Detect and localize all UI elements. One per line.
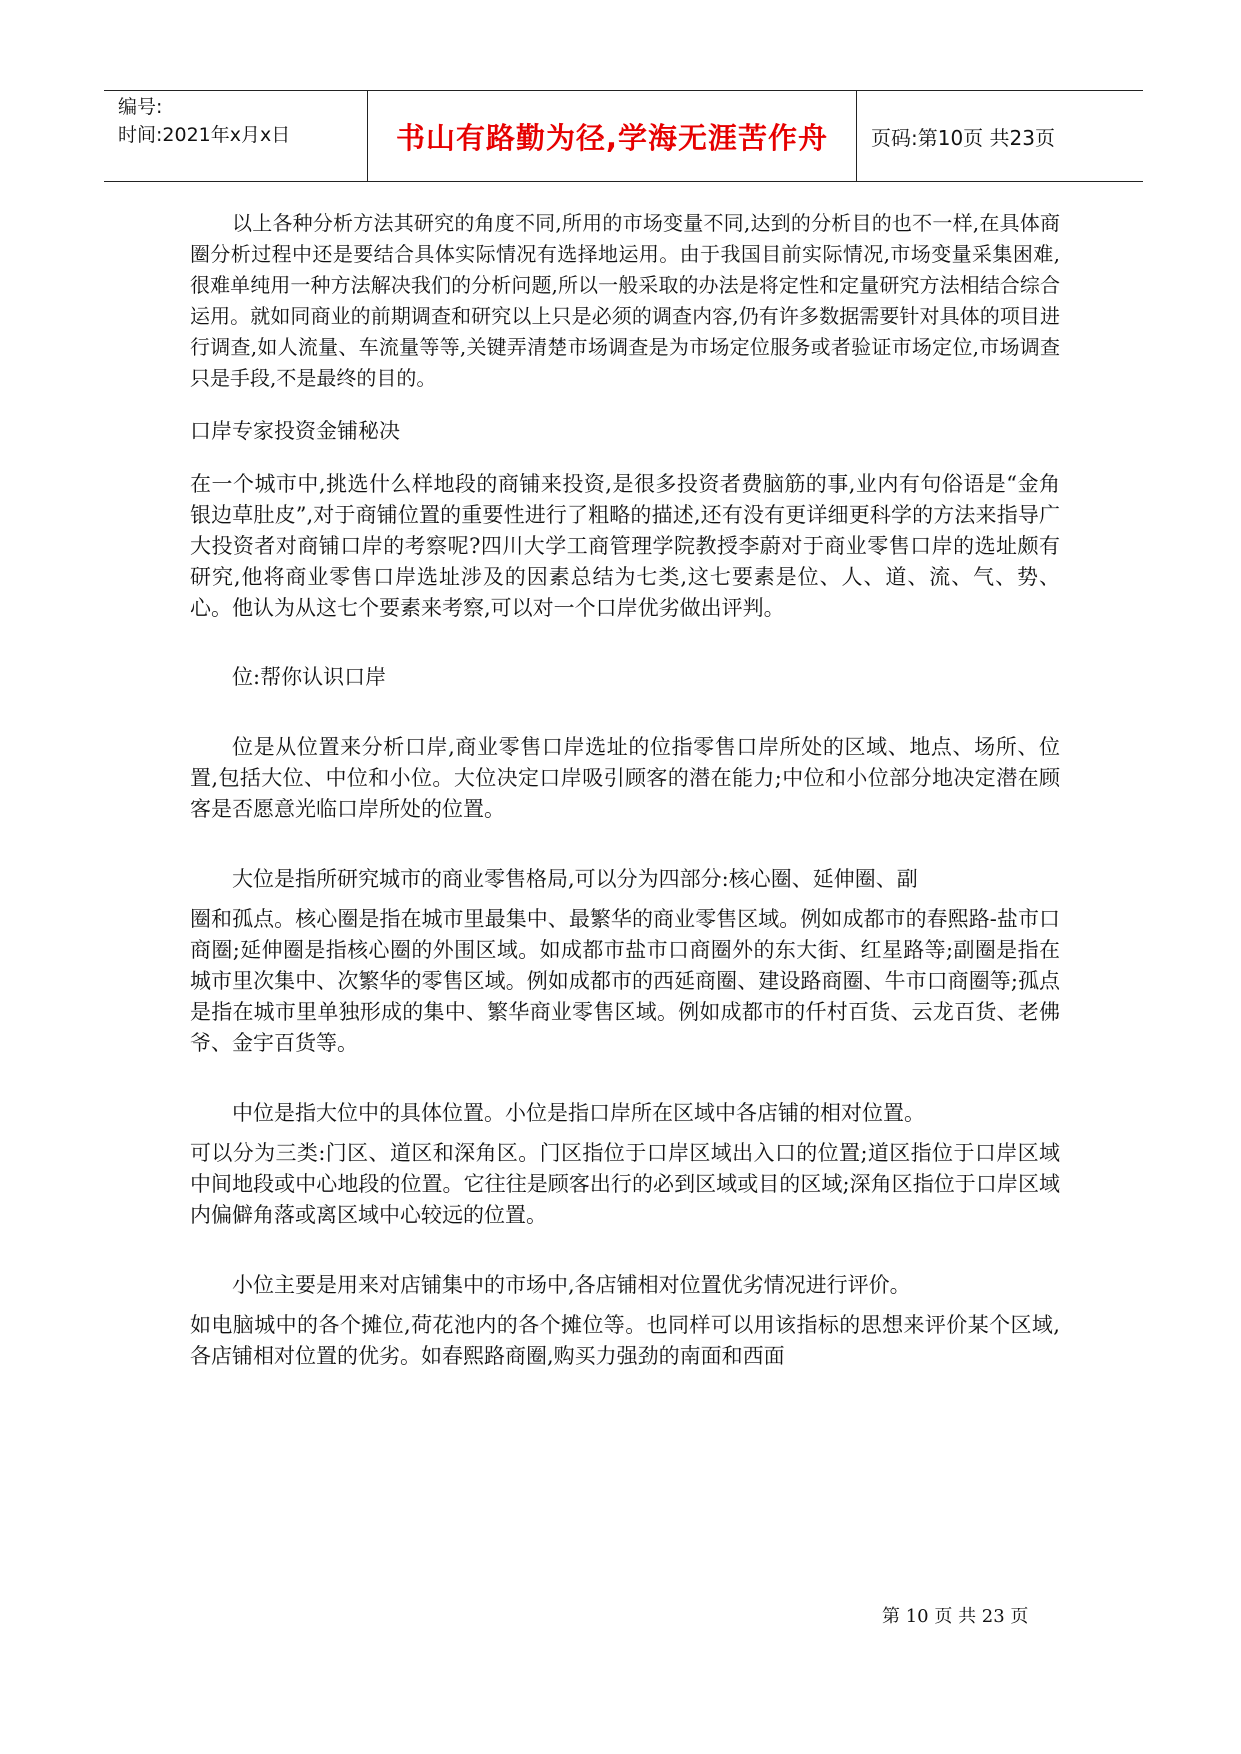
paragraph-location-definition: 位是从位置来分析口岸,商业零售口岸选址的位指零售口岸所处的区域、地点、场所、位置,包括大位、中位和小位。大位决定口岸吸引顾客的潜在能力;中位和小位部分地决定潜在顾客是否愿意光临口岸所处的位置。 bbox=[190, 735, 1060, 821]
header-left-cell bbox=[104, 91, 368, 181]
paragraph-middle-location-intro: 中位是指大位中的具体位置。小位是指口岸所在区域中各店铺的相对位置。 bbox=[232, 1101, 925, 1125]
document-header bbox=[104, 90, 1143, 182]
header-motto: 书山有路勤为径,学海无涯苦作舟 bbox=[368, 91, 857, 181]
paragraph-site-selection: 在一个城市中,挑选什么样地段的商铺来投资,是很多投资者费脑筋的事,业内有句俗语是“金角银边草肚皮”,对于商铺位置的重要性进行了粗略的描述,还有没有更详细更科学的方法来指导广大投资者对商铺口岸的考察呢?四川大学工商管理学院教授李蔚对于商业零售口岸的选址颇有研究,他将商业零售口岸选址涉及的因素总结为七类,这七要素是位、人、道、流、气、势、心。他认为从这七个要素来考察,可以对一个口岸优劣做出评判。 bbox=[190, 472, 1060, 620]
document-body bbox=[190, 208, 1060, 1372]
paragraph-middle-location-detail: 可以分为三类:门区、道区和深角区。门区指位于口岸区域出入口的位置;道区指位于口岸区域中间地段或中心地段的位置。它往往是顾客出行的必到区域或目的区域;深角区指位于口岸区域内偏僻角落或离区域中心较远的位置。 bbox=[190, 1141, 1060, 1227]
page-footer: 第 10 页 共 23 页 bbox=[882, 1606, 1029, 1627]
paragraph-major-location-detail: 圈和孤点。核心圈是指在城市里最集中、最繁华的商业零售区域。例如成都市的春熙路-盐市口商圈;延伸圈是指核心圈的外围区域。如成都市盐市口商圈外的东大街、红星路等;副圈是指在城市里次集中、次繁华的零售区域。例如成都市的西延商圈、建设路商圈、牛市口商圈等;孤点是指在城市里单独形成的集中、繁华商业零售区域。例如成都市的仟村百货、云龙百货、老佛爷、金宇百货等。 bbox=[190, 907, 1060, 1055]
document-time-label: 时间:2021年x月x日 bbox=[118, 124, 291, 146]
paragraph-analysis-methods: 以上各种分析方法其研究的角度不同,所用的市场变量不同,达到的分析目的也不一样,在具体商圈分析过程中还是要结合具体实际情况有选择地运用。由于我国目前实际情况,市场变量采集困难,很难单纯用一种方法解决我们的分析问题,所以一般采取的办法是将定性和定量研究方法相结合综合运用。就如同商业的前期调查和研究以上只是必须的调查内容,仍有许多数据需要针对具体的项目进行调查,如人流量、车流量等等,关键弄清楚市场调查是为市场定位服务或者验证市场定位,市场调查只是手段,不是最终的目的。 bbox=[190, 211, 1060, 390]
paragraph-major-location-intro: 大位是指所研究城市的商业零售格局,可以分为四部分:核心圈、延伸圈、副 bbox=[232, 867, 918, 891]
paragraph-minor-location-intro: 小位主要是用来对店铺集中的市场中,各店铺相对位置优劣情况进行评价。 bbox=[232, 1273, 911, 1297]
section-title-investment: 口岸专家投资金铺秘决 bbox=[190, 419, 400, 443]
paragraph-minor-location-detail: 如电脑城中的各个摊位,荷花池内的各个摊位等。也同样可以用该指标的思想来评价某个区域,各店铺相对位置的优劣。如春熙路商圈,购买力强劲的南面和西面 bbox=[190, 1313, 1060, 1368]
section-title-location: 位:帮你认识口岸 bbox=[232, 665, 387, 689]
header-page-info: 页码:第10页 共23页 bbox=[871, 125, 1055, 150]
document-number-label: 编号: bbox=[118, 96, 163, 118]
